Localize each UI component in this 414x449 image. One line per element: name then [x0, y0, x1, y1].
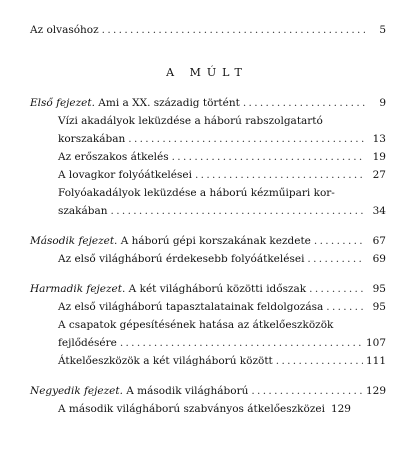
toc-entry-chapter-3	[30, 283, 386, 295]
entry-title: A háború gépi korszakának kezdete	[120, 235, 311, 247]
dot-leader	[309, 283, 365, 295]
section-heading: A MÚLT	[166, 66, 248, 79]
entry-title: Az első világháború érdekesebb folyóátkelései	[58, 253, 305, 265]
toc-entry-chapter-1-sub-1	[58, 133, 386, 145]
dot-leader	[326, 301, 365, 313]
toc-entry-chapter-3-sub-3	[58, 355, 386, 367]
page-number: 95	[372, 283, 386, 295]
page-number: 34	[372, 205, 386, 217]
toc-entry-chapter-1-sub-4	[58, 205, 386, 217]
page-number: 111	[365, 355, 386, 367]
dot-leader	[307, 253, 365, 265]
dot-leader	[172, 151, 365, 163]
entry-title: Átkelőeszközök a két világháború között	[58, 355, 273, 367]
page-number: 69	[372, 253, 386, 265]
dot-leader	[120, 337, 363, 349]
page-number: 9	[379, 97, 386, 109]
page-number: 19	[372, 151, 386, 163]
toc-entry-chapter-3-sub-2	[58, 337, 386, 349]
chapter-label: Negyedik fejezet.	[30, 385, 123, 397]
toc-entry-line: Vízi akadályok leküzdése a háború rabszolgatartó	[58, 115, 323, 127]
entry-title: Az olvasóhoz	[30, 24, 99, 36]
entry-title: Az erőszakos átkelés	[58, 151, 169, 163]
chapter-label: Első fejezet.	[30, 97, 95, 109]
dot-leader	[314, 235, 365, 247]
dot-leader	[276, 355, 363, 367]
toc-entry-line: A csapatok gépesítésének hatása az átkelőeszközök	[58, 319, 334, 331]
entry-title: A második világháború	[126, 385, 249, 397]
dot-leader	[102, 24, 365, 36]
page-number: 95	[372, 301, 386, 313]
toc-entry-chapter-1-sub-3	[58, 169, 386, 181]
entry-title: fejlődésére	[58, 337, 117, 349]
toc-entry-chapter-3-sub-1	[58, 301, 386, 313]
page-number: 67	[372, 235, 386, 247]
page-number: 13	[372, 133, 386, 145]
page-number: 5	[379, 24, 386, 36]
toc-entry-line: Folyóakadályok leküzdése a háború kézműipari kor-	[58, 187, 335, 199]
toc-entry-chapter-1-sub-2	[58, 151, 386, 163]
page-number: 107	[365, 337, 386, 349]
entry-title: A lovagkor folyóátkelései	[58, 169, 192, 181]
toc-entry-chapter-4-sub-1	[58, 403, 386, 415]
entry-title: Ami a XX. századig történt	[98, 97, 240, 109]
page-number: 129	[365, 385, 386, 397]
dot-leader	[251, 385, 363, 397]
entry-title: A két világháború közötti időszak	[128, 283, 307, 295]
chapter-label: Harmadik fejezet.	[30, 283, 126, 295]
toc-entry-chapter-2-sub-1	[58, 253, 386, 265]
entry-title: szakában	[58, 205, 108, 217]
entry-title: A második világháború szabványos átkelőeszközei	[58, 403, 325, 415]
dot-leader	[243, 97, 365, 109]
chapter-label: Második fejezet.	[30, 235, 118, 247]
entry-title: Az első világháború tapasztalatainak feldolgozása	[58, 301, 324, 313]
toc-entry-chapter-4	[30, 385, 386, 397]
page-number: 27	[372, 169, 386, 181]
dot-leader	[195, 169, 365, 181]
dot-leader	[111, 205, 365, 217]
toc-entry-chapter-2	[30, 235, 386, 247]
entry-title: korszakában	[58, 133, 126, 145]
page-number: 129	[330, 403, 351, 415]
toc-entry-preface	[30, 24, 386, 36]
toc-entry-chapter-1	[30, 97, 386, 109]
dot-leader	[128, 133, 365, 145]
